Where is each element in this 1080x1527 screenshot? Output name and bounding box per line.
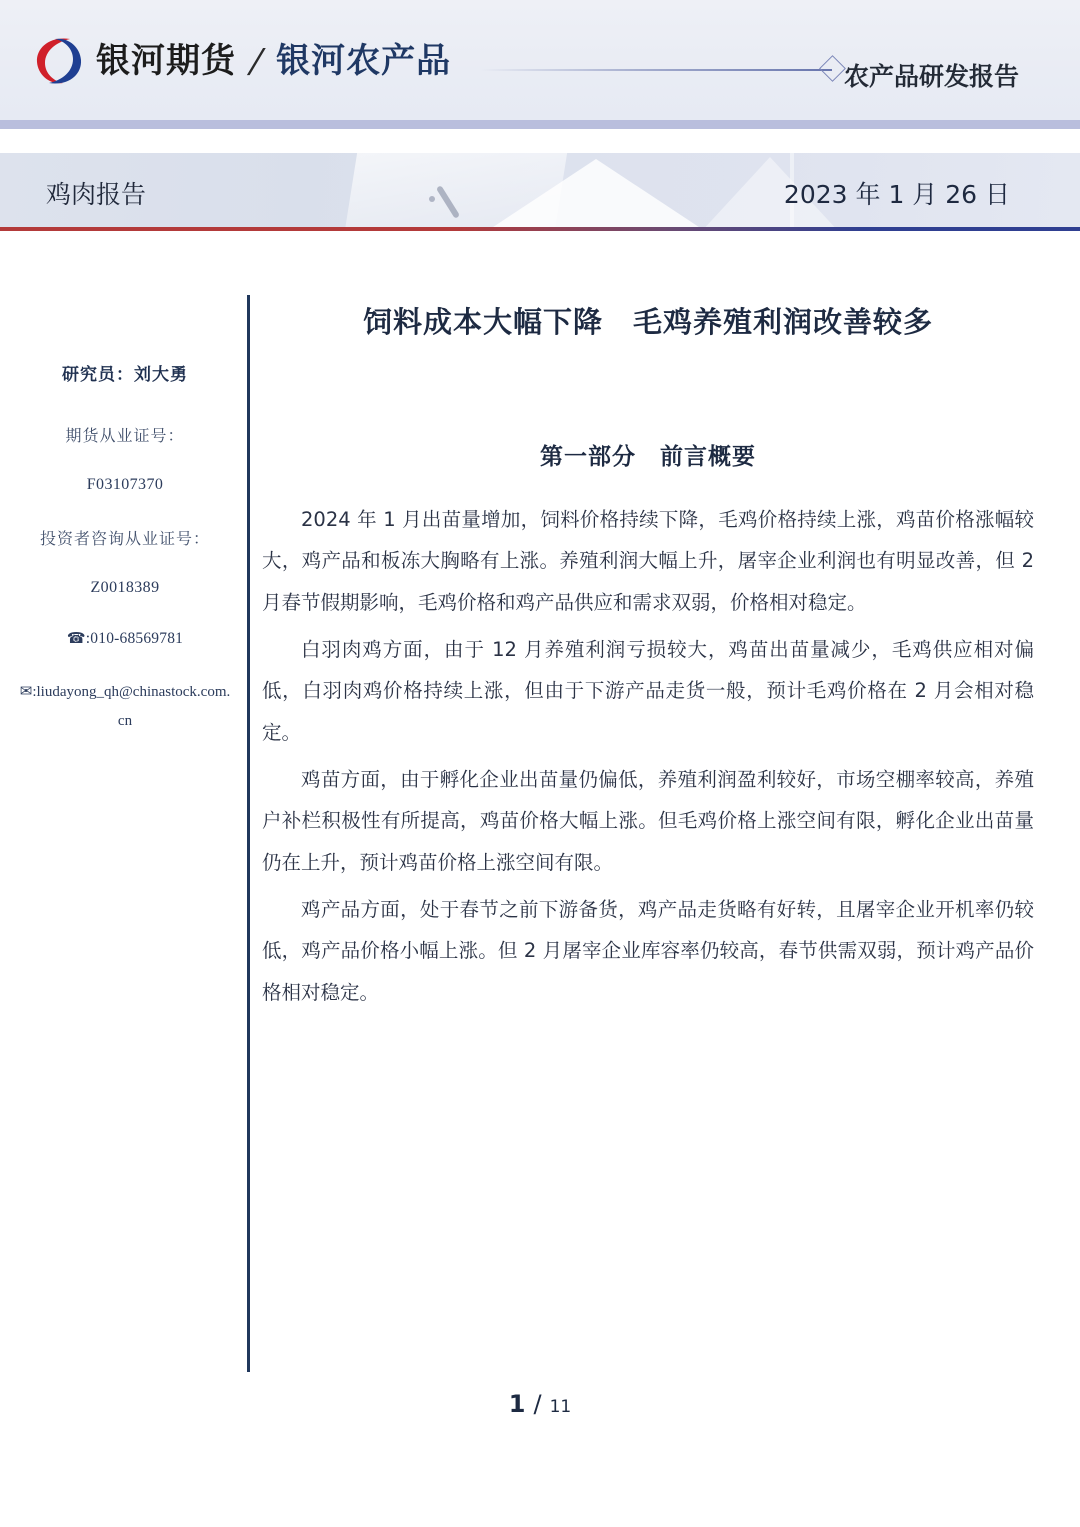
brand-name-sub: 银河农产品	[276, 41, 452, 81]
envelope-icon: ✉	[19, 684, 33, 700]
body-paragraph: 鸡苗方面，由于孵化企业出苗量仍偏低，养殖利润盈利较好，市场空棚率较高，养殖户补栏积极性有所提高，鸡苗价格大幅上涨。但毛鸡价格上涨空间有限，孵化企业出苗量仍在上升，预计鸡苗价格上涨空间有限。	[262, 767, 1034, 874]
brand-name-main: 银河期货	[96, 41, 236, 81]
email-row[interactable]	[14, 678, 236, 735]
brand-lockup	[34, 33, 451, 89]
report-title: 鸡肉报告	[46, 180, 147, 209]
top-header	[0, 0, 1080, 120]
brand-separator: /	[245, 41, 269, 80]
body-paragraph: 2024 年 1 月出苗量增加，饲料价格持续下降，毛鸡价格持续上涨，鸡苗价格涨幅较大，鸡产品和板冻大胸略有上涨。养殖利润大幅上升，屠宰企业利润也有明显改善，但 2 月春节假期影响，毛鸡价格和鸡产品供应和需求双弱，价格相对稳定。	[262, 508, 1034, 614]
email-address: :liudayong_qh@chinastock.com.cn	[32, 684, 231, 729]
advisor-license-value: Z0018389	[90, 579, 160, 596]
page-footer	[0, 1390, 1080, 1418]
galaxy-swirl-logo-icon	[34, 35, 84, 87]
body-paragraph: 白羽肉鸡方面，由于 12 月养殖利润亏损较大，鸡苗出苗量减少，毛鸡供应相对偏低，白羽肉鸡价格持续上涨，但由于下游产品走货一般，预计毛鸡价格在 2 月会相对稳定。	[262, 637, 1034, 744]
header-bottom-rule	[0, 120, 1080, 129]
banner-bottom-rule	[0, 227, 1080, 231]
researcher-name: 研究员：刘大勇	[62, 365, 188, 384]
body-paragraph: 鸡产品方面，处于春节之前下游备货，鸡产品走货略有好转，且屠宰企业开机率仍较低，鸡产品价格小幅上涨。但 2 月屠宰企业库容率仍较高，春节供需双弱，预计鸡产品价格相对稳定。	[262, 897, 1034, 1004]
futures-license-value: F03107370	[86, 476, 164, 493]
document-body	[262, 290, 1034, 1013]
banner-watermark-dot	[429, 196, 435, 202]
futures-license-label: 期货从业证号：	[65, 428, 185, 445]
page-separator: /	[533, 1390, 542, 1418]
report-banner	[0, 153, 1080, 229]
phone-row	[14, 629, 236, 648]
phone-icon: ☎	[66, 629, 86, 647]
banner-watermark-triangle-large	[478, 159, 714, 229]
phone-number: :010-68569781	[85, 630, 184, 647]
report-category-tag: 农产品研发报告	[844, 62, 1020, 91]
sidebar-divider	[247, 295, 250, 1372]
header-connector-line	[480, 69, 832, 71]
section-heading: 第一部分 前言概要	[540, 444, 756, 470]
total-page-count: 11	[549, 1397, 572, 1417]
brand-text-block	[96, 41, 452, 81]
current-page-number: 1	[508, 1390, 526, 1418]
report-date: 2023 年 1 月 26 日	[783, 180, 1010, 209]
page-title: 饲料成本大幅下降 毛鸡养殖利润改善较多	[362, 305, 933, 339]
advisor-license-label: 投资者咨询从业证号：	[39, 531, 210, 548]
author-sidebar	[14, 360, 236, 735]
diamond-outline-icon	[819, 55, 846, 82]
